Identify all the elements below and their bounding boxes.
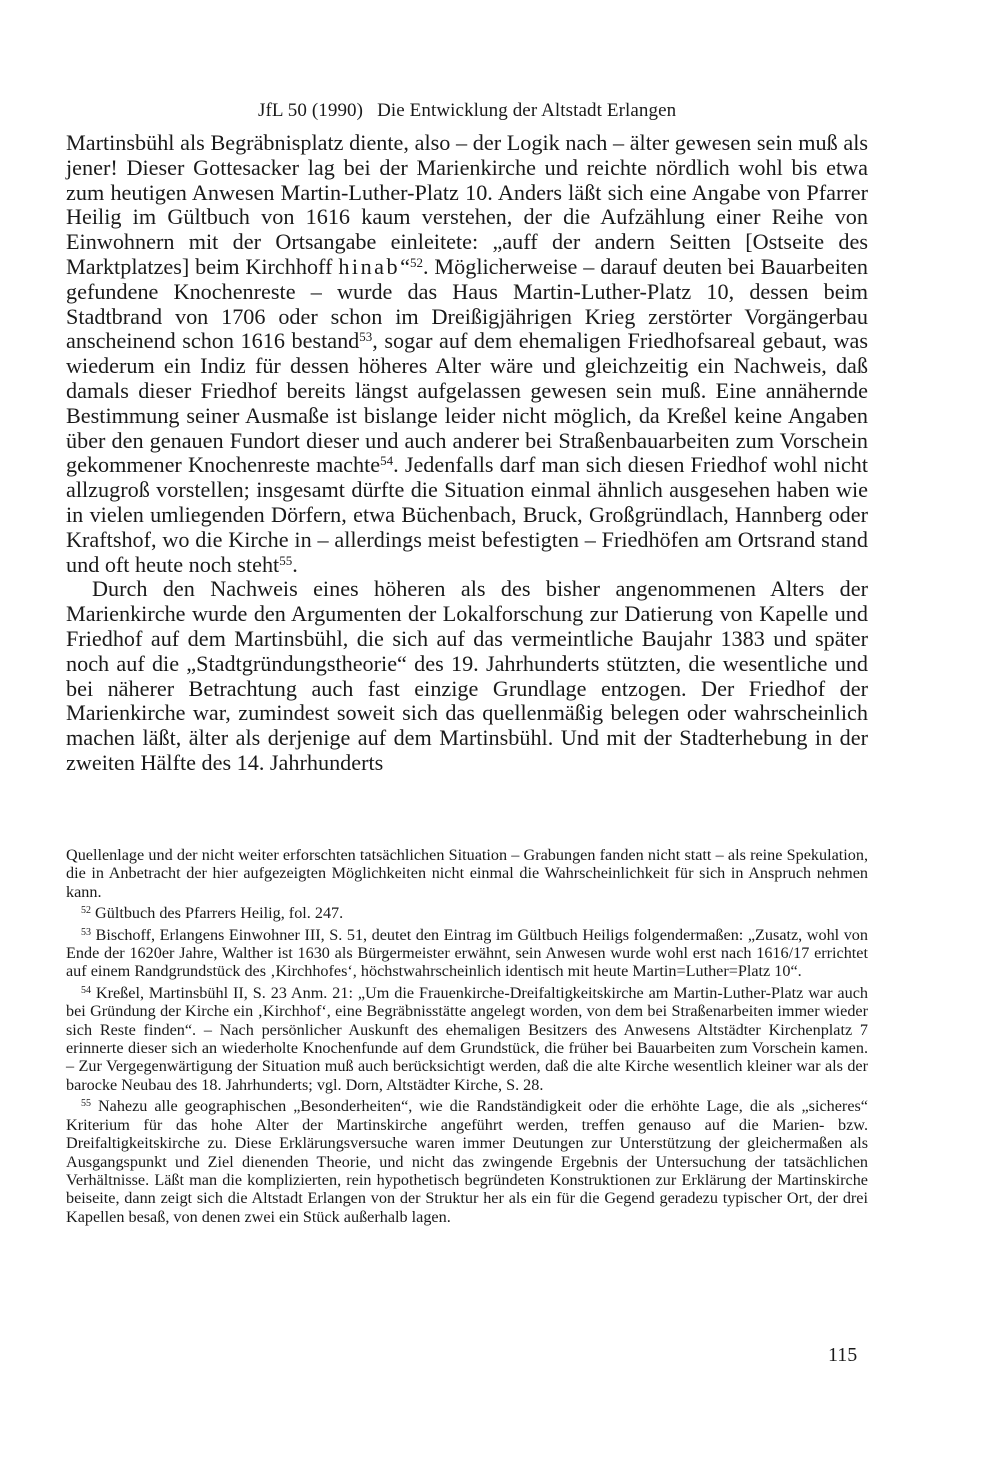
footnotes bbox=[66, 846, 868, 1229]
footnote-55 bbox=[66, 1097, 868, 1226]
text-segment: . Möglicherweise – darauf deuten bei Bauarbeiten gefundene Knochenreste – wurde das Haus Martin-Luther-Platz 10, dessen beim Stadtbrand von 1706 oder schon im Dreißigjährigen Krieg zerstörter Vorgängerbau anscheinend schon 1616 bestand bbox=[66, 253, 868, 354]
footnote-text: Bischoff, Erlangens Einwohner III, S. 51, deutet den Eintrag im Gültbuch Heiligs folgendermaßen: „Zusatz, wohl von Ende der 1620er Jahre, Walther ist 1630 als Bürgermeister erwähnt, sein Anwesen wurde wohl erst nach 1616/17 errichtet auf einem Randgrundstück des ‚Kirchhofes‘, höchstwahrscheinlich identisch mit heute Martin=Luther=Platz 10“. bbox=[66, 925, 868, 981]
journal-reference: JfL 50 (1990) bbox=[258, 100, 364, 121]
footnote-53 bbox=[66, 926, 868, 981]
footnote-52 bbox=[66, 904, 868, 922]
page-number: 115 bbox=[828, 1344, 858, 1366]
text-segment: , sogar auf dem ehemaligen Friedhofsareal gebaut, was wiederum ein Indiz für dessen höheres Alter wäre und gleichzeitig ein Nachweis, daß damals dieser Friedhof bereits längst aufgelassen gewesen sein muß. Eine annähernde Bestimmung seiner Ausmaße ist bislange leider nicht möglich, da Kreßel keine Angaben über den genauen Fundort dieser und auch anderer bei Straßenbauarbeiten zum Vorschein gekommener Knochenreste machte bbox=[66, 328, 868, 478]
paragraph-2: Durch den Nachweis eines höheren als des bisher angenommenen Alters der Marienkirche wurde den Argumenten der Lokalforschung zur Datierung von Kapelle und Friedhof auf dem Martinsbühl, die sich auf das vermeintliche Baujahr 1383 und später noch auf die „Stadtgründungstheorie“ des 19. Jahrhunderts stützten, die wesentliche und bei näherer Betrachtung auch fast einzige Grundlage entzogen. Der Friedhof der Marienkirche war, zumindest soweit sich das quellenmäßig belegen oder wahrscheinlich machen läßt, älter als derjenige auf dem Martinsbühl. Und mit der Stadterhebung in der zweiten Hälfte des 14. Jahrhunderts bbox=[66, 576, 868, 775]
footnote-ref-52[interactable]: 52 bbox=[409, 254, 423, 270]
text-segment: “ bbox=[400, 253, 410, 279]
footnote-ref-55[interactable]: 55 bbox=[279, 552, 293, 568]
paragraph-1 bbox=[66, 131, 868, 577]
main-text bbox=[66, 131, 868, 776]
footnote-ref-54[interactable]: 54 bbox=[380, 453, 394, 469]
footnote-continued: Quellenlage und der nicht weiter erforschten tatsächlichen Situation – Grabungen fanden nicht statt – als reine Spekulation, die in Anbetracht der hier aufgezeigten Möglichkeiten nicht einmal die Wahrscheinlichkeit für sich in Anspruch nehmen kann. bbox=[66, 846, 868, 901]
footnote-number: 53 bbox=[81, 926, 91, 938]
footnote-text: Nahezu alle geographischen „Besonderheiten“, wie die Randständigkeit oder die erhöhte Lage, die als „sicheres“ Kriterium für das hohe Alter der Martinskirche angeführt werden, treffen genauso auf die Marien- bzw. Dreifaltigkeitskirche zu. Diese Erklärungsversuche waren immer Deutungen zur Unterstützung der gleichermaßen als Ausgangspunkt und Ziel dienenden Theorie, und nicht das zwingende Ergebnis der Untersuchung der tatsächlichen Verhältnisse. Läßt man die komplizierten, rein hypothetisch begründeten Konstruktionen zur Erklärung der Martinskirche beiseite, dann zeigt sich die Altstadt Erlangen von der Struktur her als ein für die Gegend geradezu typischer Ort, der drei Kapellen besaß, von denen zwei ein Stück außerhalb lagen. bbox=[66, 1097, 868, 1226]
text-segment: . Jedenfalls darf man sich diesen Friedhof wohl nicht allzugroß vorstellen; insgesamt dürfte die Situation einmal ähnlich ausgesehen haben wie in vielen umliegenden Dörfern, etwa Büchenbach, Bruck, Großgründlach, Hannberg oder Kraftshof, wo die Kirche in – allerdings meist befestigten – Friedhöfen am Ortsrand stand und oft heute noch steht bbox=[66, 452, 868, 577]
footnote-text: Gültbuch des Pfarrers Heilig, fol. 247. bbox=[91, 904, 344, 923]
running-header bbox=[258, 100, 676, 122]
footnote-number: 55 bbox=[81, 1098, 91, 1110]
footnote-number: 52 bbox=[81, 905, 91, 917]
footnote-54 bbox=[66, 984, 868, 1094]
text-segment: . bbox=[292, 551, 298, 577]
running-title: Die Entwicklung der Altstadt Erlangen bbox=[377, 100, 677, 121]
footnote-text: Kreßel, Martinsbühl II, S. 23 Anm. 21: „Um die Frauenkirche-Dreifaltigkeitskirche am Martin-Luther-Platz war auch bei Gründung der Kirche ein ‚Kirchhof‘, eine Begräbnisstätte angelegt worden, von dem bei Straßenarbeiten immer wieder sich Reste finden“. – Nach persönlicher Auskunft des ehemaligen Besitzers des Anwesens Altstädter Kirchenplatz 7 erinnerte dieser sich an wiederholte Knochenfunde auf dem Grundstück, die früher bei Bauarbeiten zum Vorschein kamen. – Zur Vergegenwärtigung der Situation muß auch berücksichtigt werden, daß die alte Kirche wesentlich kleiner war als der barocke Neubau des 18. Jahrhunderts; vgl. Dorn, Altstädter Kirche, S. 28. bbox=[66, 983, 868, 1094]
footnote-number: 54 bbox=[81, 984, 91, 996]
footnote-ref-53[interactable]: 53 bbox=[359, 329, 373, 345]
spaced-word: hinab bbox=[338, 253, 401, 279]
text-segment: Martinsbühl als Begräbnisplatz diente, also – der Logik nach – älter gewesen sein muß als jener! Dieser Gottesacker lag bei der Marienkirche und reichte nördlich wohl bis etwa zum heutigen Anwesen Martin-Luther-Platz 10. Anders läßt sich eine Angabe von Pfarrer Heilig im Gültbuch von 1616 kaum verstehen, der die Aufzählung einer Reihe von Einwohnern mit der Ortsangabe einleitete: „auff der andern Seitten [Ostseite des Marktplatzes] beim Kirchhoff bbox=[66, 130, 868, 279]
